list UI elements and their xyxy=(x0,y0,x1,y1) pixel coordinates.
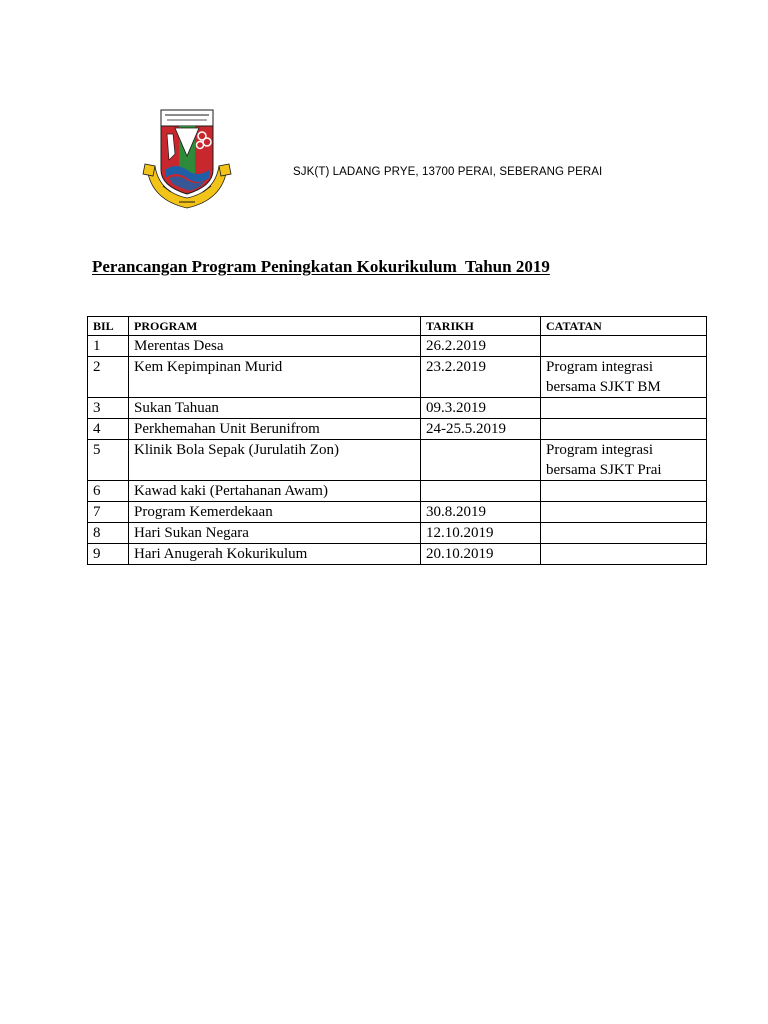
cell-catatan xyxy=(541,419,707,440)
table-row xyxy=(88,481,707,502)
cell-catatan: Program integrasi bersama SJKT Prai xyxy=(541,440,707,481)
cell-tarikh: 20.10.2019 xyxy=(421,544,541,565)
table-row xyxy=(88,544,707,565)
table-header-row xyxy=(88,317,707,336)
school-crest-logo xyxy=(141,104,233,216)
table-row xyxy=(88,523,707,544)
cell-tarikh: 24-25.5.2019 xyxy=(421,419,541,440)
column-header-bil: BIL xyxy=(88,317,129,336)
cell-program: Klinik Bola Sepak (Jurulatih Zon) xyxy=(129,440,421,481)
program-table xyxy=(87,316,707,565)
cell-catatan xyxy=(541,336,707,357)
cell-bil: 8 xyxy=(88,523,129,544)
cell-program: Kawad kaki (Pertahanan Awam) xyxy=(129,481,421,502)
cell-tarikh xyxy=(421,440,541,481)
cell-tarikh xyxy=(421,481,541,502)
cell-tarikh: 12.10.2019 xyxy=(421,523,541,544)
cell-program: Merentas Desa xyxy=(129,336,421,357)
document-title: Perancangan Program Peningkatan Kokurikulum Tahun 2019 xyxy=(92,257,550,276)
cell-bil: 4 xyxy=(88,419,129,440)
cell-bil: 2 xyxy=(88,357,129,398)
cell-catatan xyxy=(541,398,707,419)
cell-tarikh: 26.2.2019 xyxy=(421,336,541,357)
cell-program: Program Kemerdekaan xyxy=(129,502,421,523)
table-row xyxy=(88,440,707,481)
table-row xyxy=(88,398,707,419)
cell-tarikh: 09.3.2019 xyxy=(421,398,541,419)
cell-catatan xyxy=(541,544,707,565)
cell-bil: 1 xyxy=(88,336,129,357)
cell-program: Hari Sukan Negara xyxy=(129,523,421,544)
cell-tarikh: 30.8.2019 xyxy=(421,502,541,523)
cell-program: Kem Kepimpinan Murid xyxy=(129,357,421,398)
table-row xyxy=(88,336,707,357)
cell-bil: 6 xyxy=(88,481,129,502)
column-header-catatan: CATATAN xyxy=(541,317,707,336)
cell-program: Hari Anugerah Kokurikulum xyxy=(129,544,421,565)
school-crest-icon xyxy=(141,104,233,216)
cell-bil: 3 xyxy=(88,398,129,419)
cell-bil: 5 xyxy=(88,440,129,481)
school-address: SJK(T) LADANG PRYE, 13700 PERAI, SEBERANG PERAI xyxy=(293,166,603,178)
cell-catatan xyxy=(541,481,707,502)
cell-catatan xyxy=(541,502,707,523)
cell-bil: 7 xyxy=(88,502,129,523)
cell-program: Sukan Tahuan xyxy=(129,398,421,419)
cell-catatan xyxy=(541,523,707,544)
table-row xyxy=(88,357,707,398)
cell-catatan: Program integrasi bersama SJKT BM xyxy=(541,357,707,398)
table-row xyxy=(88,419,707,440)
column-header-program: PROGRAM xyxy=(129,317,421,336)
cell-tarikh: 23.2.2019 xyxy=(421,357,541,398)
cell-bil: 9 xyxy=(88,544,129,565)
table-row xyxy=(88,502,707,523)
column-header-tarikh: TARIKH xyxy=(421,317,541,336)
cell-program: Perkhemahan Unit Berunifrom xyxy=(129,419,421,440)
